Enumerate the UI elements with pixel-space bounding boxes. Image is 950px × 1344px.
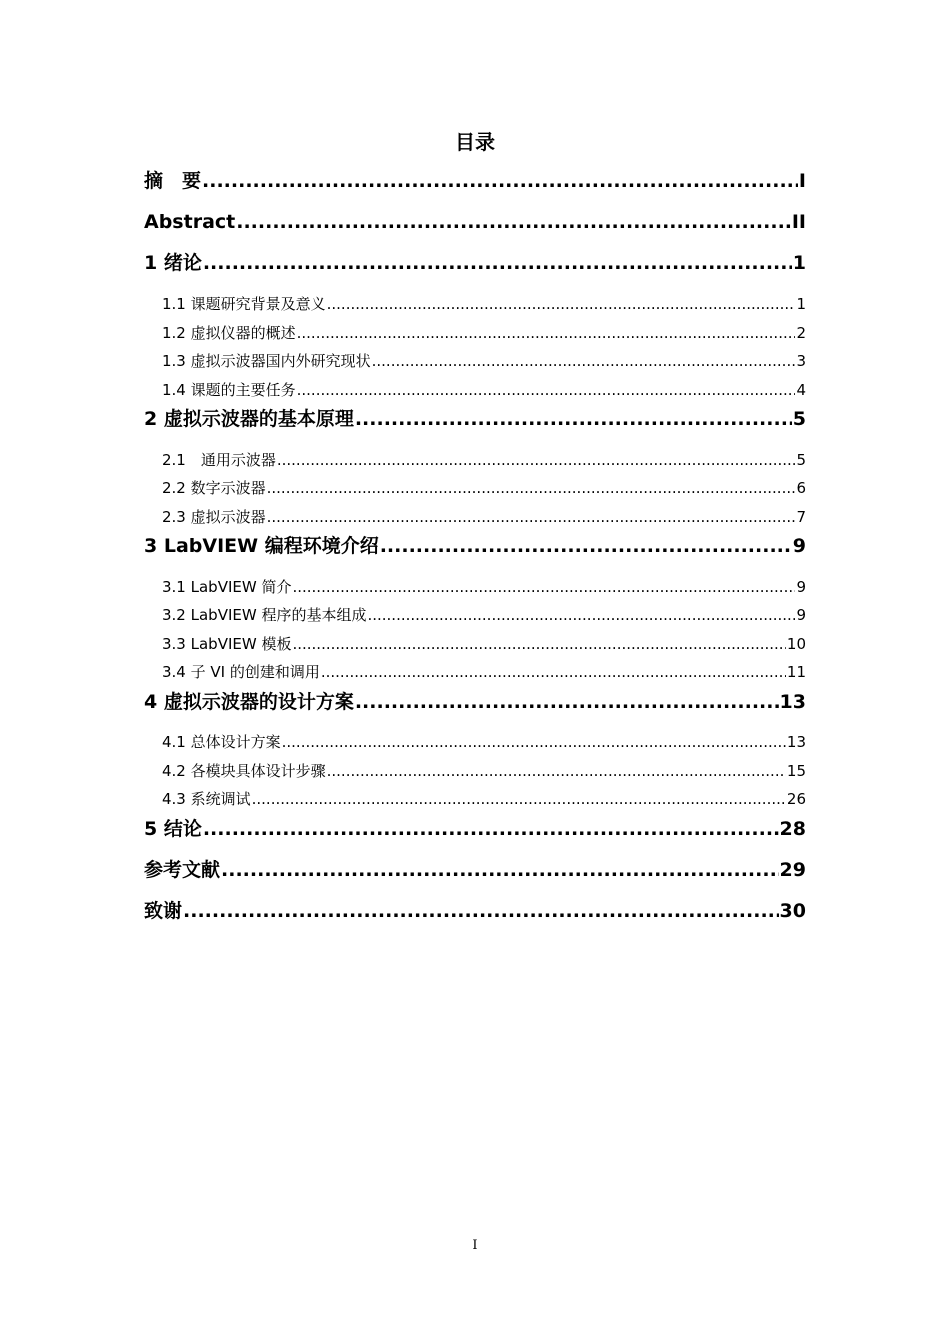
dot-leader: [203, 250, 792, 276]
toc-entry-label: 致谢: [144, 900, 183, 922]
dot-leader: [252, 789, 786, 809]
toc-entry-label: 4.2 各模块具体设计步骤: [162, 762, 326, 780]
toc-entry-label: 3.4 子 VI 的创建和调用: [162, 663, 320, 681]
toc-entry-page: 7: [796, 508, 806, 526]
dot-leader: [236, 209, 791, 235]
toc-entry-label: Abstract: [144, 211, 236, 233]
toc-entry-chapter-5[interactable]: [144, 816, 806, 842]
toc-entry-label: 2.1 通用示波器: [162, 451, 276, 469]
toc-entry-acknowledgements[interactable]: [144, 898, 806, 924]
toc-entry-section-4-3[interactable]: [162, 789, 806, 809]
toc-entry-label: 1.1 课题研究背景及意义: [162, 295, 326, 313]
toc-entry-page: 6: [796, 479, 806, 497]
toc-entry-section-2-3[interactable]: [162, 507, 806, 527]
toc-entry-page: 26: [786, 790, 806, 808]
toc-entry-page: 28: [779, 818, 806, 840]
toc-entry-section-2-2[interactable]: [162, 478, 806, 498]
toc-entry-chapter-3[interactable]: [144, 533, 806, 559]
toc-entry-label: 1.4 课题的主要任务: [162, 381, 296, 399]
dot-leader: [355, 689, 779, 715]
toc-entry-section-2-1[interactable]: [162, 450, 806, 470]
dot-leader: [267, 507, 796, 527]
dot-leader: [183, 898, 779, 924]
dot-leader: [203, 816, 779, 842]
toc-entry-page: 29: [779, 859, 806, 881]
toc-entry-page: 9: [792, 535, 806, 557]
toc-entry-label: 4.1 总体设计方案: [162, 733, 281, 751]
toc-entry-page: 30: [779, 900, 806, 922]
dot-leader: [372, 351, 796, 371]
dot-leader: [297, 380, 796, 400]
dot-leader: [327, 761, 786, 781]
toc-entry-label: 2.2 数字示波器: [162, 479, 266, 497]
toc-entry-label: 3.1 LabVIEW 简介: [162, 578, 292, 596]
toc-entry-label: 1.3 虚拟示波器国内外研究现状: [162, 352, 371, 370]
toc-entry-abstract-cn[interactable]: [144, 168, 806, 194]
toc-entry-section-4-2[interactable]: [162, 761, 806, 781]
toc-entry-page: 15: [786, 762, 806, 780]
toc-entry-label: 5 结论: [144, 818, 202, 840]
toc-entry-section-1-2[interactable]: [162, 323, 806, 343]
toc-entry-label: 3.3 LabVIEW 模板: [162, 635, 292, 653]
toc-entry-chapter-4[interactable]: [144, 689, 806, 715]
toc-entry-page: 5: [792, 408, 806, 430]
dot-leader: [297, 323, 796, 343]
page-title: 目录: [455, 130, 495, 154]
dot-leader: [367, 605, 795, 625]
dot-leader: [277, 450, 796, 470]
toc-entry-label: 1.2 虚拟仪器的概述: [162, 324, 296, 342]
toc-entry-page: 1: [796, 295, 806, 313]
dot-leader: [380, 533, 792, 559]
toc-entry-page: II: [791, 211, 806, 233]
toc-entry-section-1-1[interactable]: [162, 294, 806, 314]
toc-entry-label: 3 LabVIEW 编程环境介绍: [144, 535, 379, 557]
dot-leader: [321, 662, 786, 682]
toc-entry-label: 参考文献: [144, 859, 221, 881]
toc-entry-page: I: [798, 170, 806, 192]
toc-entry-label: 1 绪论: [144, 252, 202, 274]
toc-entry-page: 13: [786, 733, 806, 751]
toc-entry-section-3-2[interactable]: [162, 605, 806, 625]
toc-entry-label: 4 虚拟示波器的设计方案: [144, 691, 354, 713]
toc-entry-section-3-4[interactable]: [162, 662, 806, 682]
toc-entry-page: 5: [796, 451, 806, 469]
toc-entry-section-3-3[interactable]: [162, 634, 806, 654]
dot-leader: [292, 577, 795, 597]
toc-entry-section-3-1[interactable]: [162, 577, 806, 597]
toc-entry-page: 11: [786, 663, 806, 681]
dot-leader: [267, 478, 796, 498]
dot-leader: [282, 732, 786, 752]
toc-entry-label: 3.2 LabVIEW 程序的基本组成: [162, 606, 367, 624]
toc-entry-page: 9: [796, 578, 806, 596]
toc-entry-abstract-en[interactable]: [144, 209, 806, 235]
toc-entry-page: 13: [779, 691, 806, 713]
dot-leader: [327, 294, 796, 314]
toc-entry-label: 摘 要: [144, 170, 202, 192]
toc-entry-label: 4.3 系统调试: [162, 790, 251, 808]
toc-entry-page: 3: [796, 352, 806, 370]
toc-entry-page: 2: [796, 324, 806, 342]
toc-entry-label: 2 虚拟示波器的基本原理: [144, 408, 354, 430]
toc-entry-section-1-4[interactable]: [162, 380, 806, 400]
toc-entry-page: 9: [796, 606, 806, 624]
toc-entry-section-4-1[interactable]: [162, 732, 806, 752]
page-number: I: [472, 1238, 478, 1253]
dot-leader: [202, 168, 798, 194]
dot-leader: [221, 857, 779, 883]
dot-leader: [292, 634, 785, 654]
toc-entry-page: 4: [796, 381, 806, 399]
toc-entry-page: 1: [792, 252, 806, 274]
toc-entry-chapter-1[interactable]: [144, 250, 806, 276]
toc-entry-section-1-3[interactable]: [162, 351, 806, 371]
toc-entry-references[interactable]: [144, 857, 806, 883]
toc-entry-label: 2.3 虚拟示波器: [162, 508, 266, 526]
dot-leader: [355, 406, 792, 432]
toc-entry-page: 10: [786, 635, 806, 653]
toc-entry-chapter-2[interactable]: [144, 406, 806, 432]
